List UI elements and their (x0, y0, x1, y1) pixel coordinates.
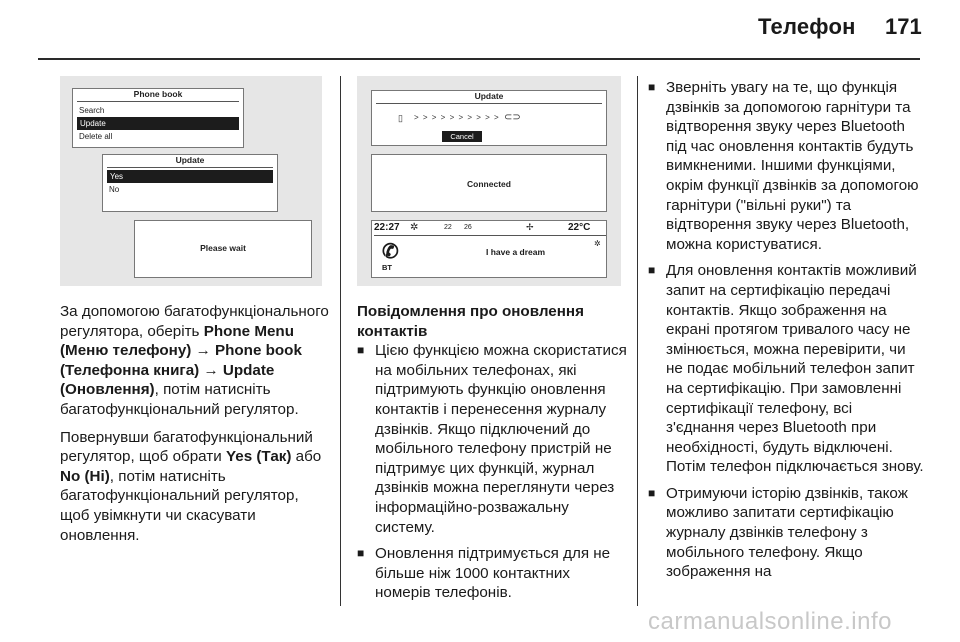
bullet-item: ■ Цією функцією можна скористатися на мобільних телефонах, які підтримують функцію оновлення контактів і перенесення журналу дзвінків. Якщо підключений до мобільного телефону пристрій не підтримує цих функцій, журнал дзвінків можна переглянути через інформаційно-розважальну систему. (357, 341, 629, 537)
screen-connected (371, 154, 607, 212)
phone-icon: ▯ (398, 113, 403, 123)
paragraph-yes-no (60, 428, 332, 546)
text-run: або (291, 448, 322, 466)
text-run: → (191, 342, 215, 360)
menu-item-delete-all: Delete all (79, 132, 113, 141)
bullet-item: ■ Для оновлення контактів можливий запит на сертифікацію передачі контактів. Якщо зображення на екрані протягом тривалого часу не змінюється, можна перевірити, чи не подає мобільний телефон запит на сертифікацію. При замовленні сертифікації телефону, всі з'єднання через Bluetooth при необхідності, будуть відключені. Потім телефон підключається знову. (648, 261, 924, 477)
screen-title: Phone book (133, 89, 183, 99)
screen-divider (107, 167, 273, 168)
menu-item-update: Update (77, 117, 239, 130)
bullet-item: ■ Оновлення підтримується для не більше ніж 1000 контактних номерів телефонів. (357, 544, 629, 603)
cancel-button: Cancel (442, 131, 482, 142)
please-wait-text: Please wait (200, 243, 246, 253)
screen-update-progress (371, 90, 607, 146)
paragraph-select-update (60, 302, 332, 420)
fan-icon: ✢ (526, 222, 534, 232)
phone-handset-icon: ✆ (382, 241, 399, 263)
menu-item-yes: Yes (107, 170, 273, 183)
column-3-text (648, 78, 924, 589)
gear-icon: ✲ (410, 222, 419, 233)
menu-item-search: Search (79, 106, 105, 115)
text-run: , потім натисніть багатофункціональний регулятор. (60, 381, 299, 418)
settings-icon: ✲ (594, 239, 601, 248)
text-run: → (199, 361, 223, 379)
column-1-text (60, 302, 332, 553)
screen-phone-book (72, 88, 244, 148)
section-heading: Повідомлення про оновлення контактів (357, 303, 584, 340)
column-divider-2 (637, 76, 638, 606)
column-2-text (357, 302, 629, 610)
bullet-item: ■ Отримуючи історію дзвінків, також можливо запитати сертифікацію журналу дзвінків телефону з мобільного телефону. Якщо зображення на (648, 484, 924, 582)
screen-title: Update (474, 91, 504, 101)
page-header-title: Телефон (758, 14, 856, 39)
status-divider (374, 235, 606, 236)
page-number: 171 (885, 14, 922, 39)
car-icon: ⊂⊃ (504, 112, 521, 123)
illustration-update-status (357, 76, 621, 286)
status-value-1: 22 (444, 224, 452, 231)
menu-ref-no: No (Ні) (60, 467, 110, 485)
menu-ref-yes: Yes (Так) (225, 448, 292, 466)
menu-ref-update: Update (Оновлення) (60, 361, 275, 399)
bullet-item: ■ Зверніть увагу на те, що функція дзвінків за допомогою гарнітури та відтворення звуку через Bluetooth під час оновлення контактів будуть вимкненими. Іншими функціями, окрім функції дзвінків за допомогою гарнітури ("вільні руки") та відтворення звуку через Bluetooth, можна користуватися. (648, 78, 924, 254)
text-run: За допомогою багатофункціонального регулятора, оберіть (60, 303, 329, 340)
menu-ref-phone-book: Phone book (Телефонна книга) (60, 342, 302, 379)
screen-status-bar (371, 220, 607, 278)
footer-watermark: carmanualsonline.info (648, 608, 892, 635)
text-run: , потім натисніть багатофункціональний регулятор, щоб увімкнути чи скасувати оновлення. (60, 467, 299, 544)
temperature: 22°C (568, 222, 591, 233)
bt-label: BT (382, 263, 392, 272)
screen-please-wait (134, 220, 312, 278)
illustration-phonebook-update (60, 76, 322, 286)
text-run: Повернувши багатофункціональний регулятор, щоб обрати (60, 428, 313, 466)
track-title: I have a dream (486, 247, 546, 257)
screen-divider (77, 101, 239, 102)
screen-divider (376, 103, 602, 104)
status-value-2: 26 (464, 224, 472, 231)
connected-text: Connected (467, 179, 511, 189)
header-rule (38, 58, 920, 60)
update-progress-arrows: > > > > > > > > > > (414, 113, 500, 122)
screen-title: Update (175, 155, 205, 165)
screen-update-confirm (102, 154, 278, 212)
menu-ref-phone-menu: Phone Menu (Меню телефону) (60, 322, 294, 360)
column-divider-1 (340, 76, 341, 606)
clock-time: 22:27 (374, 222, 400, 233)
menu-item-no: No (109, 185, 120, 194)
